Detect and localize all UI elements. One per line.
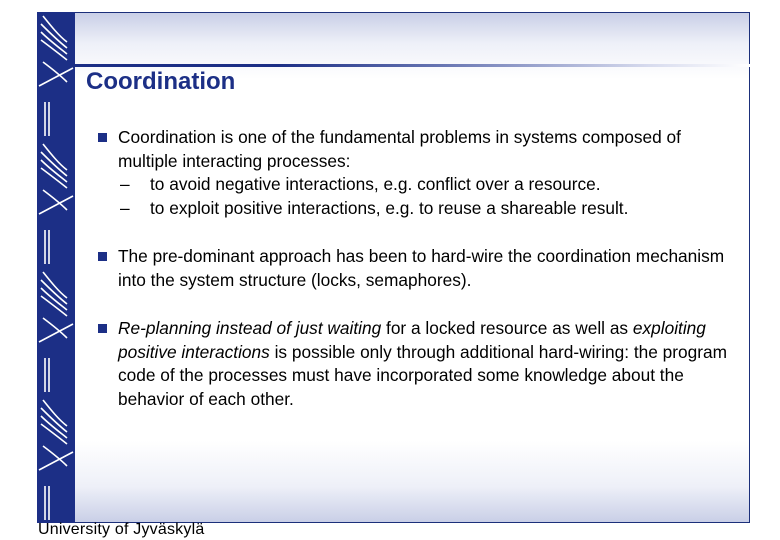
dash-marker: – xyxy=(120,197,130,218)
footer-university-name: University of Jyväskylä xyxy=(38,521,205,538)
bullet-text: Coordination is one of the fundamental problems in systems composed of multiple interacting processes: xyxy=(118,127,681,171)
sub-bullet-text: to avoid negative interactions, e.g. conflict over a resource. xyxy=(150,174,601,194)
left-decorative-bar xyxy=(37,12,75,523)
university-emblem-icon xyxy=(37,268,75,396)
sub-bullet-item xyxy=(118,197,728,221)
sub-bullet-item xyxy=(118,173,728,197)
bullet-italic-text: Re-planning instead of just waiting xyxy=(118,318,382,338)
bullet-text: The pre-dominant approach has been to hard-wire the coordination mechanism into the system structure (locks, semaphores). xyxy=(118,246,725,290)
bullet-text: is possible only through additional hard-wiring: the program code of the processes must have incorporated some knowledge about the behavior of each other. xyxy=(118,341,728,409)
square-bullet-icon xyxy=(98,252,107,261)
university-emblem-icon xyxy=(37,140,75,268)
bullet-list xyxy=(98,126,728,411)
square-bullet-icon xyxy=(98,133,107,142)
dash-marker: – xyxy=(120,174,130,194)
title-underline xyxy=(75,64,750,67)
university-emblem-icon xyxy=(37,396,75,524)
bullet-item xyxy=(98,126,728,220)
square-bullet-icon xyxy=(98,324,107,333)
bullet-item xyxy=(98,317,728,411)
page-title: Coordination xyxy=(86,68,236,95)
university-emblem-icon xyxy=(37,12,75,140)
bullet-italic-text: exploiting positive interactions xyxy=(118,318,706,362)
bullet-item xyxy=(98,245,728,292)
sub-bullet-text: to exploit positive interactions, e.g. to reuse a shareable result. xyxy=(150,197,629,218)
bullet-text: for a locked resource as well as xyxy=(381,318,633,338)
